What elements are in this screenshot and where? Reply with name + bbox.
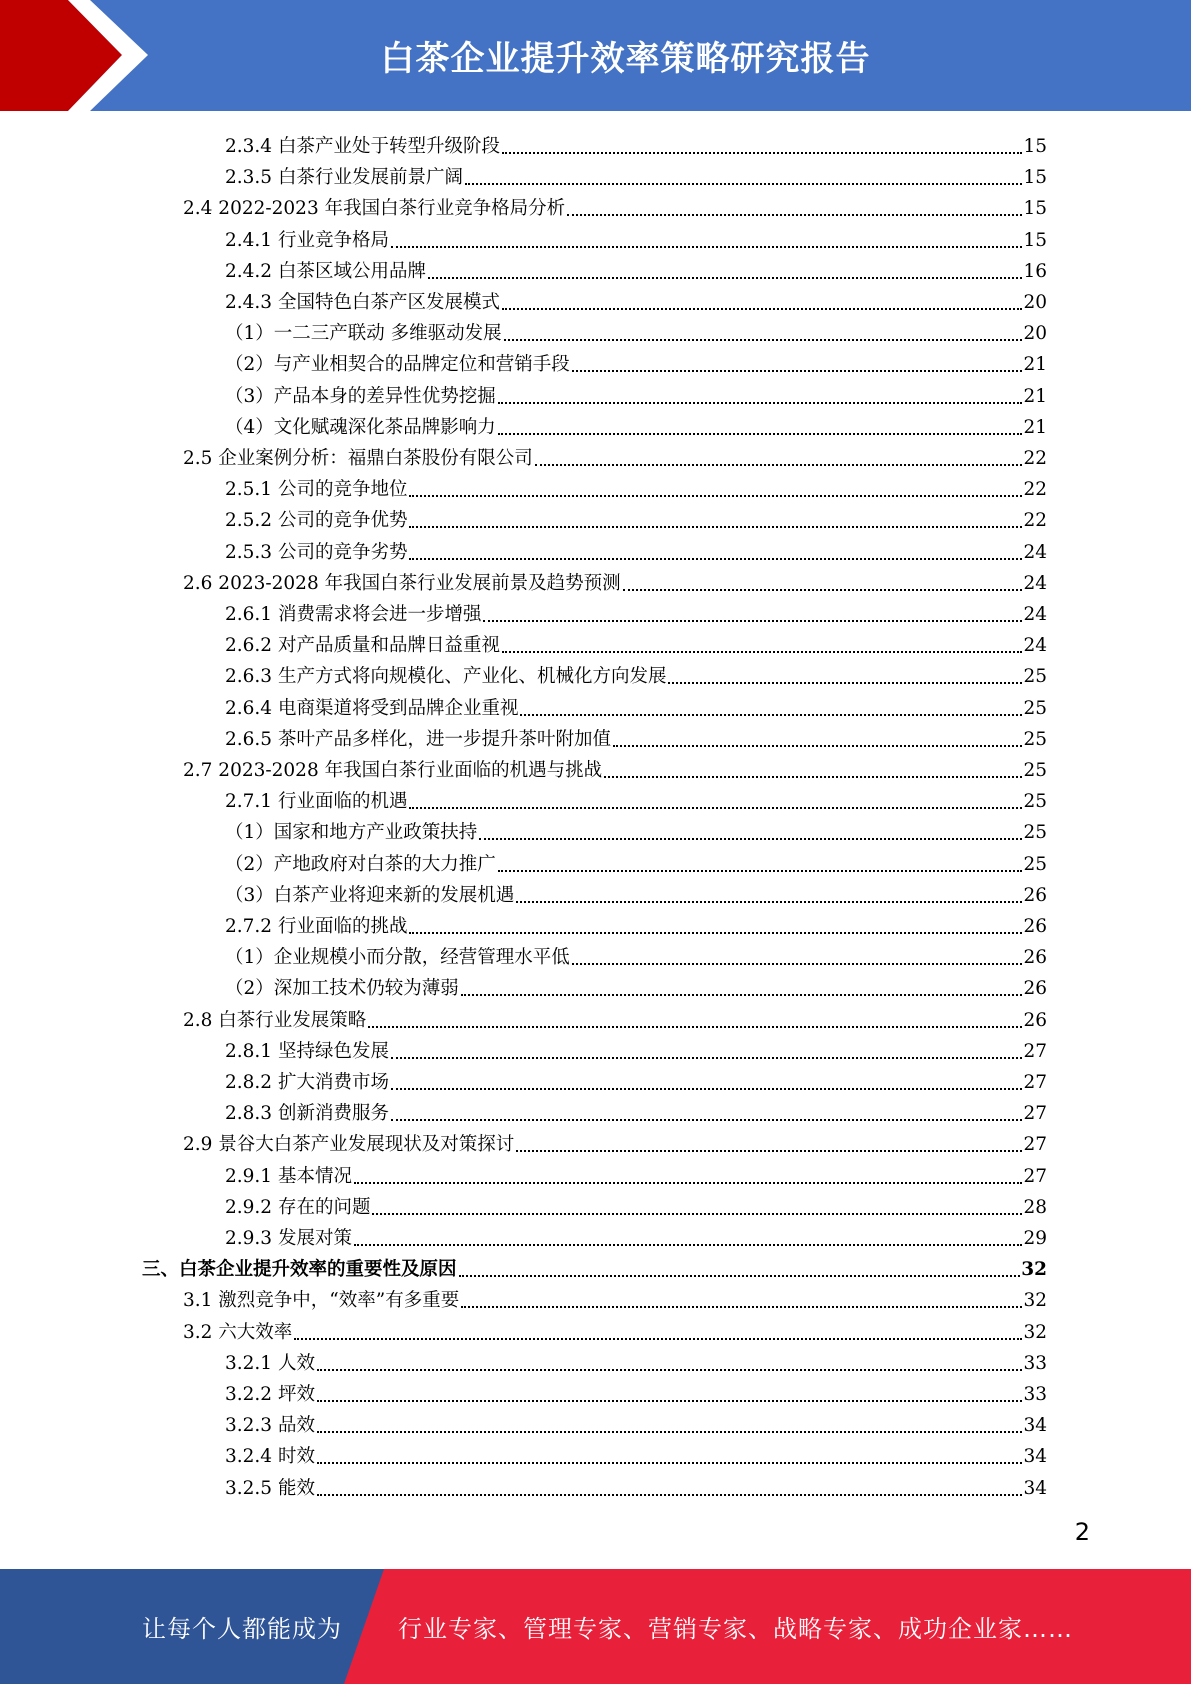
toc-entry[interactable] [225,970,1047,1001]
toc-entry[interactable] [225,378,1047,409]
toc-leader-dots [479,838,1022,840]
toc-entry[interactable] [225,721,1047,752]
toc-entry[interactable] [183,1126,1047,1157]
toc-entry-label: 2.6.2 对产品质量和品牌日益重视 [225,635,500,657]
toc-entry-page: 21 [1023,385,1047,407]
toc-entry[interactable] [225,627,1047,658]
toc-entry-page: 24 [1023,635,1047,657]
toc-entry[interactable] [183,1314,1047,1345]
toc-leader-dots [317,1400,1023,1402]
toc-entry-label: 2.9.1 基本情况 [225,1165,352,1187]
toc-entry-label: 2.7.2 行业面临的挑战 [225,916,408,937]
toc-entry-page: 26 [1023,1009,1047,1031]
toc-leader-dots [604,776,1022,778]
toc-entry-page: 32 [1023,1321,1047,1343]
toc-entry-page: 29 [1023,1228,1047,1249]
toc-entry-label: 3.1 激烈竞争中，“效率”有多重要 [183,1290,460,1312]
toc-entry-page: 22 [1023,479,1047,501]
toc-entry-page: 27 [1023,1072,1047,1093]
toc-leader-dots [409,526,1022,528]
toc-leader-dots [613,745,1022,747]
toc-entry[interactable] [183,190,1047,221]
toc-entry-page: 15 [1023,229,1047,251]
toc-entry-label: 3.2.4 时效 [225,1446,315,1468]
toc-entry[interactable] [225,253,1047,284]
toc-entry-page: 26 [1023,947,1047,969]
toc-leader-dots [504,339,1023,341]
page-number: 2 [1074,1518,1090,1546]
toc-entry-label: 2.9.3 发展对策 [225,1228,352,1249]
toc-leader-dots [428,277,1022,279]
toc-entry-label: 2.3.5 白茶行业发展前景广阔 [225,167,463,189]
toc-entry[interactable] [225,908,1047,939]
toc-entry[interactable] [225,939,1047,970]
toc-entry[interactable] [183,1282,1047,1313]
toc-leader-dots [317,1462,1023,1464]
toc-entry-label: 3.2.3 品效 [225,1415,315,1437]
toc-entry-label: 2.8.1 坚持绿色发展 [225,1040,389,1062]
toc-entry[interactable] [225,409,1047,440]
toc-entry-label: （2）产地政府对白茶的大力推广 [225,853,496,875]
toc-entry-page: 24 [1023,572,1047,594]
toc-entry-label: 3.2 六大效率 [183,1321,293,1343]
toc-entry-label: 2.5.1 公司的竞争地位 [225,479,408,501]
toc-entry-label: 三、白茶企业提升效率的重要性及原因 [142,1259,457,1281]
toc-entry-page: 22 [1023,448,1047,469]
toc-entry-label: 2.5 企业案例分析：福鼎白茶股份有限公司 [183,448,533,469]
toc-entry[interactable] [225,315,1047,346]
toc-leader-dots [572,370,1023,372]
toc-entry[interactable] [225,596,1047,627]
toc-entry[interactable] [225,534,1047,565]
toc-entry[interactable] [225,1376,1047,1407]
toc-leader-dots [409,807,1022,809]
toc-entry[interactable] [225,346,1047,377]
toc-leader-dots [391,246,1022,248]
toc-leader-dots [502,308,1022,310]
toc-entry-label: （4）文化赋魂深化茶品牌影响力 [225,416,496,438]
toc-entry-page: 25 [1023,760,1047,781]
toc-entry-page: 22 [1023,510,1047,532]
toc-entry[interactable] [225,1158,1047,1189]
toc-entry-page: 34 [1023,1477,1047,1499]
toc-entry[interactable] [225,1220,1047,1251]
toc-entry-page: 25 [1023,822,1047,844]
toc-entry[interactable] [183,440,1047,471]
toc-leader-dots [572,963,1023,965]
toc-entry-page: 34 [1023,1446,1047,1468]
toc-entry-page: 32 [1021,1259,1047,1281]
toc-leader-dots [502,152,1022,154]
toc-entry-label: 2.8.2 扩大消费市场 [225,1072,389,1093]
toc-entry[interactable] [225,502,1047,533]
toc-entry[interactable] [183,565,1047,596]
toc-entry-page: 21 [1023,354,1047,376]
toc-entry-label: 3.2.1 人效 [225,1352,315,1374]
toc-leader-dots [502,651,1022,653]
toc-leader-dots [354,1182,1023,1184]
footer-slogan-right: 行业专家、管理专家、营销专家、战略专家、成功企业家…… [398,1615,1073,1643]
toc-leader-dots [465,183,1022,185]
toc-leader-dots [668,682,1022,684]
toc-entry-page: 26 [1023,978,1047,1000]
toc-leader-dots [317,1494,1023,1496]
toc-leader-dots [498,870,1023,872]
toc-entry[interactable] [225,1438,1047,1469]
toc-leader-dots [498,402,1023,404]
toc-entry-page: 27 [1023,1134,1047,1156]
toc-entry-page: 28 [1023,1196,1047,1218]
toc-leader-dots [461,1306,1022,1308]
toc-entry-label: 2.9.2 存在的问题 [225,1196,371,1218]
toc-entry-page: 15 [1023,167,1047,189]
toc-entry-label: （3）白茶产业将迎来新的发展机遇 [225,884,515,906]
toc-entry-label: 2.3.4 白茶产业处于转型升级阶段 [225,136,500,157]
toc-leader-dots [520,714,1022,716]
toc-entry[interactable] [225,846,1047,877]
toc-entry[interactable] [225,814,1047,845]
report-title: 白茶企业提升效率策略研究报告 [380,39,871,79]
toc-entry-page: 33 [1023,1352,1047,1374]
toc-entry-page: 25 [1023,666,1047,688]
toc-entry[interactable] [225,1095,1047,1126]
toc-entry-label: 2.7 2023-2028 年我国白茶行业面临的机遇与挑战 [183,760,603,781]
toc-leader-dots [409,558,1022,560]
toc-entry-label: 2.4.3 全国特色白茶产区发展模式 [225,292,500,313]
toc-entry-page: 27 [1023,1103,1047,1125]
toc-entry-label: 2.6.3 生产方式将向规模化、产业化、机械化方向发展 [225,666,667,688]
toc-entry-page: 20 [1023,292,1047,313]
toc-leader-dots [354,1244,1023,1246]
toc-entry-label: （2）与产业相契合的品牌定位和营销手段 [225,354,570,376]
toc-leader-dots [483,620,1022,622]
toc-entry-page: 24 [1023,604,1047,625]
toc-leader-dots [391,1057,1022,1059]
toc-entry-label: （1）企业规模小而分散，经营管理水平低 [225,947,570,969]
toc-leader-dots [391,1119,1022,1121]
toc-entry-label: 2.6.4 电商渠道将受到品牌企业重视 [225,697,519,719]
toc-entry-label: 2.5.2 公司的竞争优势 [225,510,408,532]
toc-leader-dots [368,1026,1022,1028]
toc-entry-label: （1）一二三产联动 多维驱动发展 [225,323,502,345]
toc-leader-dots [567,214,1022,216]
toc-entry-label: 3.2.2 坪效 [225,1384,315,1405]
toc-leader-dots [372,1213,1022,1215]
toc-entry-label: 2.4.2 白茶区域公用品牌 [225,260,426,282]
toc-leader-dots [409,932,1022,934]
toc-leader-dots [317,1369,1023,1371]
toc-entry-label: 3.2.5 能效 [225,1477,315,1499]
toc-entry-label: 2.6 2023-2028 年我国白茶行业发展前景及趋势预测 [183,572,621,594]
toc-leader-dots [535,464,1023,466]
toc-entry-label: 2.5.3 公司的竞争劣势 [225,541,408,563]
toc-entry-label: （3）产品本身的差异性优势挖掘 [225,385,496,407]
toc-entry-page: 24 [1023,541,1047,563]
toc-entry-label: 2.8.3 创新消费服务 [225,1103,389,1125]
toc-entry-page: 16 [1023,260,1047,282]
toc-entry-label: 2.6.5 茶叶产品多样化，进一步提升茶叶附加值 [225,728,611,750]
toc-entry[interactable] [225,284,1047,315]
toc-entry[interactable] [225,222,1047,253]
toc-entry[interactable] [225,1345,1047,1376]
toc-entry[interactable] [225,1064,1047,1095]
toc-entry[interactable] [183,1002,1047,1033]
toc-leader-dots [409,495,1022,497]
toc-leader-dots [317,1431,1023,1433]
toc-entry-label: （2）深加工技术仍较为薄弱 [225,978,459,1000]
toc-leader-dots [459,1275,1021,1277]
toc-leader-dots [391,1088,1022,1090]
toc-entry-label: 2.4 2022-2023 年我国白茶行业竞争格局分析 [183,198,566,220]
toc-entry[interactable] [225,1033,1047,1064]
toc-entry-page: 34 [1023,1415,1047,1437]
toc-leader-dots [498,433,1023,435]
toc-entry-page: 26 [1023,884,1047,906]
toc-entry-page: 25 [1023,791,1047,813]
toc-entry-page: 25 [1023,853,1047,875]
toc-entry-label: 2.9 景谷大白茶产业发展现状及对策探讨 [183,1134,515,1156]
toc-entry-page: 25 [1023,728,1047,750]
toc-entry-label: 2.6.1 消费需求将会进一步增强 [225,604,482,625]
toc-entry[interactable] [225,877,1047,908]
toc-entry[interactable] [225,690,1047,721]
toc-leader-dots [516,901,1022,903]
footer-slogan-left: 让每个人都能成为 [142,1615,342,1643]
page-footer [0,1569,1191,1684]
toc-entry[interactable] [225,159,1047,190]
toc-leader-dots [623,589,1023,591]
toc-entry[interactable] [225,1470,1047,1501]
toc-entry[interactable] [225,1189,1047,1220]
toc-entry[interactable] [225,783,1047,814]
toc-entry-page: 32 [1023,1290,1047,1312]
toc-entry-page: 33 [1023,1384,1047,1405]
toc-entry[interactable] [225,658,1047,689]
toc-entry-page: 15 [1023,198,1047,220]
toc-entry-label: 2.8 白茶行业发展策略 [183,1009,367,1031]
toc-entry[interactable] [225,1407,1047,1438]
toc-leader-dots [461,994,1023,996]
toc-entry-page: 21 [1023,416,1047,438]
toc-entry-page: 27 [1023,1165,1047,1187]
page-header [0,0,1191,111]
toc-entry-page: 26 [1023,916,1047,937]
toc-entry-page: 25 [1023,697,1047,719]
toc-entry-page: 27 [1023,1040,1047,1062]
toc-entry-page: 20 [1023,323,1047,345]
toc-leader-dots [516,1150,1022,1152]
toc-entry-page: 15 [1023,136,1047,157]
toc-leader-dots [294,1338,1022,1340]
toc-entry[interactable] [142,1251,1047,1282]
toc-entry-label: 2.7.1 行业面临的机遇 [225,791,408,813]
toc-entry[interactable] [225,471,1047,502]
toc-entry-label: （1）国家和地方产业政策扶持 [225,822,478,844]
toc-entry[interactable] [225,128,1047,159]
toc-entry[interactable] [183,752,1047,783]
toc-entry-label: 2.4.1 行业竞争格局 [225,229,389,251]
